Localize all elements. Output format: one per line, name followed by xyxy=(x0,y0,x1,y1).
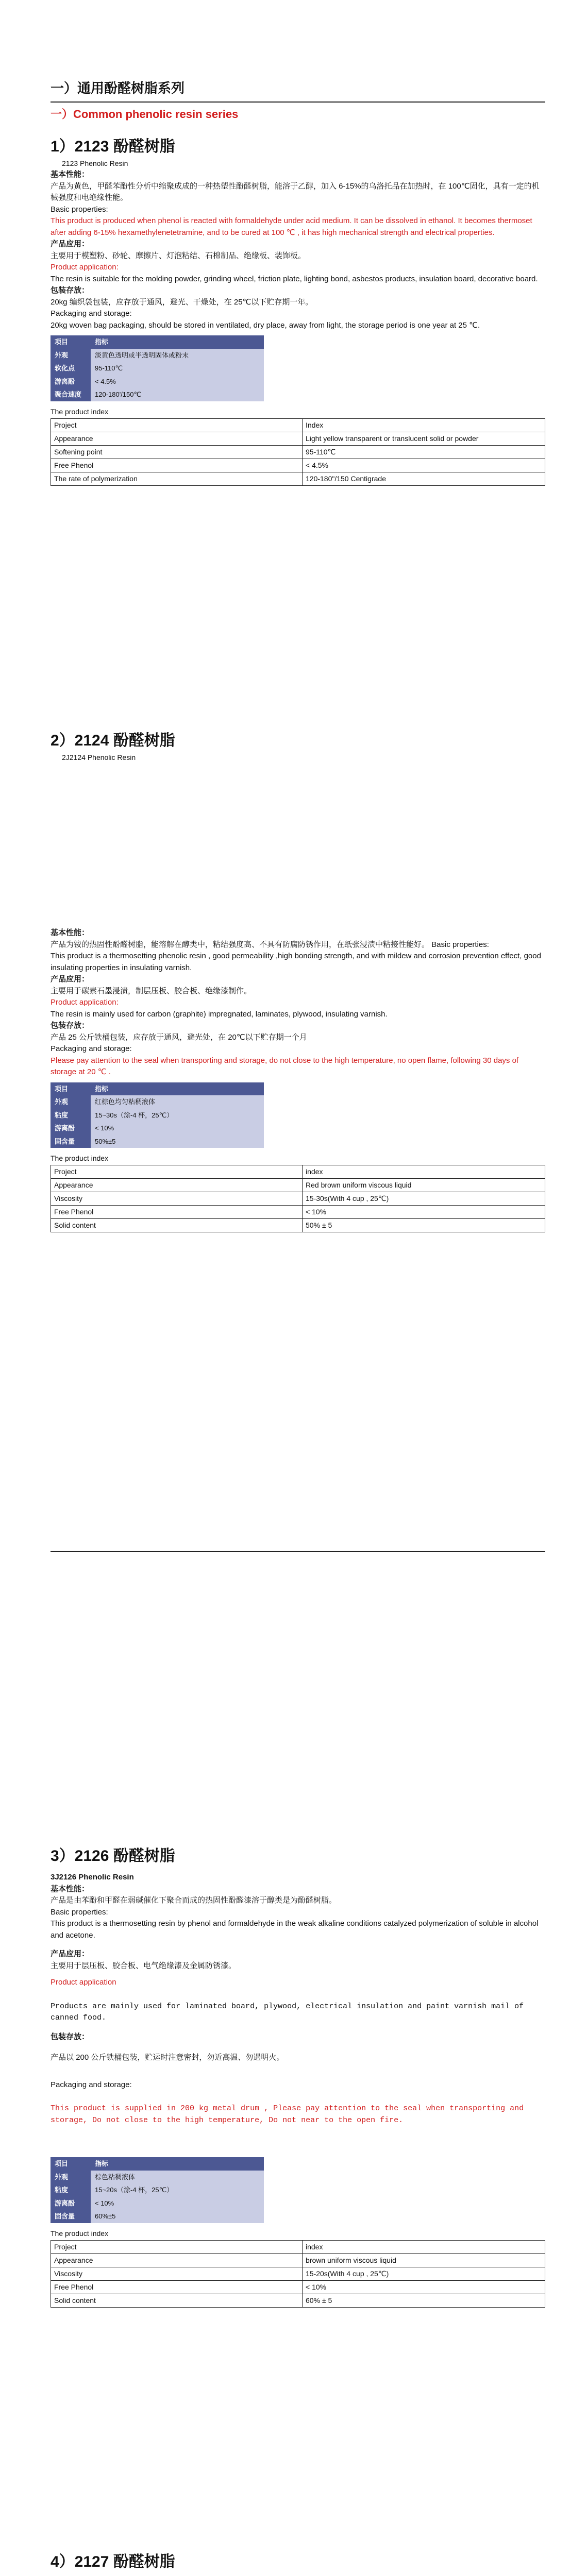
text-line: 产品以 200 公斤铁桶包装，贮运时注意密封，勿近高温、勿遇明火。 xyxy=(51,2053,284,2062)
text-line: 包装存放： xyxy=(51,2032,90,2041)
text-line: 20kg 编织袋包装，应存放于通风，避光、干燥处，在 25℃以下贮存期一年。 xyxy=(51,297,313,307)
cell: 淡黄色透明或半透明固体或粉末 xyxy=(91,349,264,362)
text-line: 20kg woven bag packaging, should be stored in ventilated, dry place, away from light, the storage period is one year at 25 ℃. xyxy=(51,320,480,330)
text-line: 产品为黄色，甲醛苯酚性分析中缩聚成成的一种热塑性酚醛树脂，能溶于乙醇，加入 6-15%的乌洛托品在加热时，在 100℃固化，具有一定的机械强度和电绝缘性能。 xyxy=(51,181,540,202)
cell: Project xyxy=(51,1165,303,1179)
series-title-en: 一）Common phenolic resin series xyxy=(51,108,239,121)
table-caption: The product index xyxy=(51,2229,109,2238)
cell: 95-110℃ xyxy=(303,445,545,459)
cell: Free Phenol xyxy=(51,1206,303,1219)
cell: < 4.5% xyxy=(91,375,264,388)
cell: 外观 xyxy=(51,1095,91,1109)
text-line: 主要用于碳素石墨浸渍，制层压板、胶合板、绝缘漆制作。 xyxy=(51,986,252,995)
cell: 软化点 xyxy=(51,362,91,375)
product-title: 2）2124 酚醛树脂 xyxy=(51,732,175,749)
text-line: 产品是由苯酚和甲醛在弱碱催化下聚合而成的热固性酚醛漆溶于醇类是为酚醛树脂。 xyxy=(51,1896,337,1905)
cell: 50%±5 xyxy=(91,1135,264,1148)
cell: index xyxy=(303,2240,545,2253)
cell: < 10% xyxy=(91,2197,264,2210)
index-table-en xyxy=(51,418,545,486)
text-line: 包装存放： xyxy=(51,286,90,295)
text-line: 主要用于模塑粉、砂轮、摩擦片、灯泡粘结、石棉制品、绝缘板、装饰板。 xyxy=(51,251,306,260)
text-line: 基本性能： xyxy=(51,170,90,179)
product-body-2124 xyxy=(51,927,545,1232)
cell: < 4.5% xyxy=(303,459,545,472)
product-section-2123 xyxy=(51,135,545,486)
cell: Appearance xyxy=(51,2253,303,2267)
text-line: 产品应用： xyxy=(51,240,90,248)
cell: < 10% xyxy=(91,1122,264,1135)
text-line: Please pay attention to the seal when transporting and storage, do not close to the high temperature, no open flame, following 30 days of storage at 20 ℃ . xyxy=(51,1056,519,1076)
cell: index xyxy=(303,1165,545,1179)
cell: Free Phenol xyxy=(51,2280,303,2294)
product-subtitle: 2J2124 Phenolic Resin xyxy=(62,753,136,761)
cell: Index xyxy=(303,418,545,432)
cell: 15~20s（涂-4 杯，25℃） xyxy=(91,2183,264,2197)
text-line: 产品应用： xyxy=(51,1950,90,1958)
cell: 棕色粘稠液体 xyxy=(91,2171,264,2184)
cell: 游离酚 xyxy=(51,375,91,388)
cell: Appearance xyxy=(51,1179,303,1192)
cell: brown uniform viscous liquid xyxy=(303,2253,545,2267)
product-section-2124 xyxy=(51,729,545,763)
cell: < 10% xyxy=(303,1206,545,1219)
text-line: The resin is suitable for the molding powder, grinding wheel, friction plate, lighting bond, asbestos products, insulation board, decorative board. xyxy=(51,274,538,283)
product-subtitle: 3J2126 Phenolic Resin xyxy=(51,1873,134,1882)
cell: < 10% xyxy=(303,2280,545,2294)
index-table-en xyxy=(51,2240,545,2308)
cell: 15~30s（涂-4 杯，25℃） xyxy=(91,1109,264,1122)
index-table-cn xyxy=(51,335,264,401)
cell: Solid content xyxy=(51,2294,303,2307)
text-line: 产品应用： xyxy=(51,975,90,984)
text-line: Product application: xyxy=(51,263,119,272)
text-line: 产品为铵的热固性酚醛树脂，能溶解在醇类中，粘结强度高、不具有防腐防锈作用，在纸张浸渍中粘接性能好。 Basic properties: xyxy=(51,940,489,949)
text-line: Basic properties: xyxy=(51,205,108,214)
header-rule xyxy=(51,101,545,103)
cell: 固含量 xyxy=(51,1135,91,1148)
cell: 60%±5 xyxy=(91,2210,264,2223)
cell: Solid content xyxy=(51,1219,303,1232)
cell: 120-180"/150 Centigrade xyxy=(303,472,545,485)
text-line: 包装存放： xyxy=(51,1021,90,1030)
cell: 粘度 xyxy=(51,2183,91,2197)
text-line: This product is produced when phenol is reacted with formaldehyde under acid medium. It can be dissolved in ethanol. It becomes thermoset after adding 6-15% hexamethylenetetramine, and to be cured at 100 ℃ , it has high mechanical strength and electrical properties. xyxy=(51,216,532,237)
cell: 项目 xyxy=(51,2157,91,2171)
index-table-cn xyxy=(51,1082,264,1148)
product-title: 1）2123 酚醛树脂 xyxy=(51,138,175,155)
cell: Project xyxy=(51,418,303,432)
cell: Project xyxy=(51,2240,303,2253)
product-subtitle: 2123 Phenolic Resin xyxy=(62,159,128,167)
product-section-2127 xyxy=(51,2550,545,2576)
cell: 外观 xyxy=(51,349,91,362)
cell: Appearance xyxy=(51,432,303,445)
index-table-cn xyxy=(51,2157,264,2223)
cell: 95-110℃ xyxy=(91,362,264,375)
cell: 外观 xyxy=(51,2171,91,2184)
series-title-cn: 一）通用酚醛树脂系列 xyxy=(51,80,185,96)
text-line: Products are mainly used for laminated board, plywood, electrical insulation and paint varnish mail of canned food. xyxy=(51,2002,524,2022)
cell: 红棕色均匀粘稠液体 xyxy=(91,1095,264,1109)
cell: Red brown uniform viscous liquid xyxy=(303,1179,545,1192)
product-section-2126 xyxy=(51,1844,545,2308)
cell: Free Phenol xyxy=(51,459,303,472)
cell: Light yellow transparent or translucent solid or powder xyxy=(303,432,545,445)
text-line: Product application xyxy=(51,1978,116,1987)
text-line: 主要用于层压板、胶合板、电气绝缘漆及金属防锈漆。 xyxy=(51,1961,237,1970)
cell: 15-30s(With 4 cup , 25℃) xyxy=(303,1192,545,1206)
cell: 项目 xyxy=(51,1082,91,1096)
cell: Softening point xyxy=(51,445,303,459)
text-line: Packaging and storage: xyxy=(51,2080,132,2089)
text-line: This product is supplied in 200 kg metal drum , Please pay attention to the seal when transporting and storage, Do not close to the high temperature, Do not near to the open fire. xyxy=(51,2104,524,2125)
cell: 60% ± 5 xyxy=(303,2294,545,2307)
cell: 15-20s(With 4 cup , 25℃) xyxy=(303,2267,545,2280)
product-title: 3）2126 酚醛树脂 xyxy=(51,1848,175,1865)
index-table-en xyxy=(51,1165,545,1232)
cell: 项目 xyxy=(51,335,91,349)
text-line: 基本性能： xyxy=(51,1884,90,1893)
cell: 指标 xyxy=(91,335,264,349)
text-line: Basic properties: xyxy=(51,1907,108,1917)
text-line: This product is a thermosetting phenolic resin , good permeability ,high bonding strength, and with mildew and corrosion prevention effect, good insulating properties in insulating varnish. xyxy=(51,952,541,972)
text-line: Packaging and storage: xyxy=(51,309,132,318)
cell: 指标 xyxy=(91,2157,264,2171)
series-header xyxy=(51,78,545,123)
text-line: This product is a thermosetting resin by phenol and formaldehyde in the weak alkaline conditions catalyzed polymerization of soluble in alcohol and acetone. xyxy=(51,1919,539,1940)
text-line: Packaging and storage: xyxy=(51,1044,132,1053)
cell: 粘度 xyxy=(51,1109,91,1122)
table-caption: The product index xyxy=(51,1154,109,1162)
cell: 聚合速度 xyxy=(51,388,91,401)
cell: 120-180'/150℃ xyxy=(91,388,264,401)
text-line: 基本性能： xyxy=(51,928,90,937)
cell: 固含量 xyxy=(51,2210,91,2223)
product-title: 4）2127 酚醛树脂 xyxy=(51,2553,175,2570)
cell: 50% ± 5 xyxy=(303,1219,545,1232)
cell: The rate of polymerization xyxy=(51,472,303,485)
text-line: Product application: xyxy=(51,998,119,1007)
table-caption: The product index xyxy=(51,407,109,416)
text-line: 产品 25 公斤铁桶包装，应存放于通风，避光处，在 20℃以下贮存期一个月 xyxy=(51,1032,307,1042)
cell: 游离酚 xyxy=(51,1122,91,1135)
section-divider xyxy=(51,1551,545,1552)
cell: Viscosity xyxy=(51,1192,303,1206)
cell: 游离酚 xyxy=(51,2197,91,2210)
text-line: The resin is mainly used for carbon (graphite) impregnated, laminates, plywood, insulating varnish. xyxy=(51,1009,388,1019)
cell: 指标 xyxy=(91,1082,264,1096)
cell: Viscosity xyxy=(51,2267,303,2280)
